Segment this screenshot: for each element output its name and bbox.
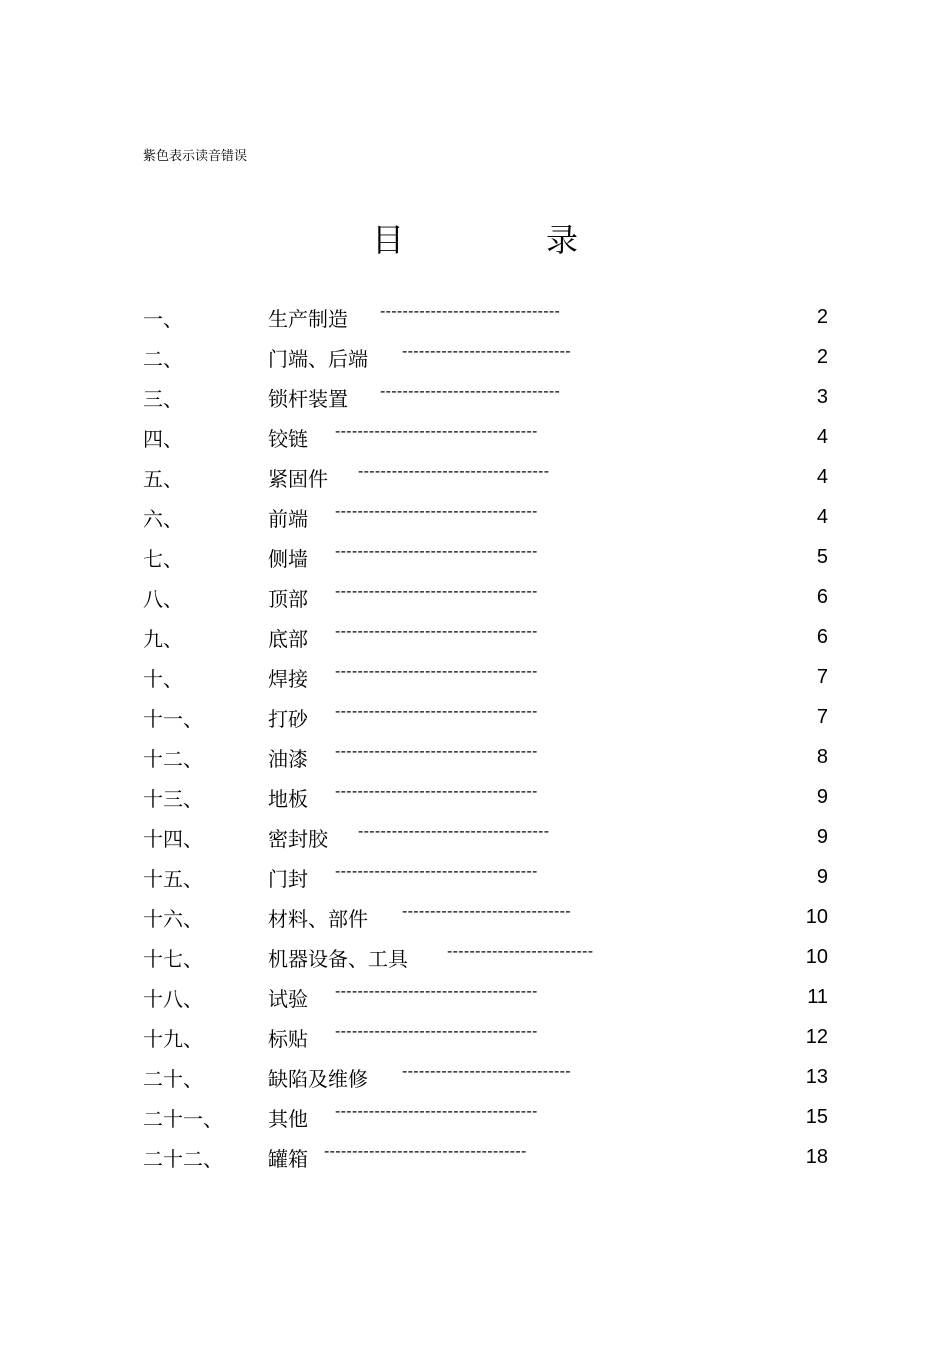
toc-entry-label: 焊接 [268, 667, 308, 691]
toc-entry[interactable] [0, 1103, 950, 1143]
toc-entry-label: 密封胶 [268, 827, 328, 851]
toc-leader-dashes: ------------------------------ [402, 343, 571, 360]
toc-page-number: 5 [816, 546, 828, 568]
toc-entry[interactable] [0, 983, 950, 1023]
toc-page-number: 10 [805, 906, 828, 928]
toc-leader-dashes: ------------------------------------ [335, 863, 538, 880]
toc-entry-label: 地板 [268, 787, 308, 811]
toc-entry-label: 缺陷及维修 [268, 1067, 368, 1091]
toc-leader-dashes: ---------------------------------- [358, 463, 550, 480]
toc-entry[interactable] [0, 543, 950, 583]
toc-entry[interactable] [0, 503, 950, 543]
toc-entry-number: 十九、 [143, 1027, 203, 1051]
toc-entry[interactable] [0, 663, 950, 703]
toc-leader-dashes: ------------------------------------ [335, 503, 538, 520]
toc-leader-dashes: ------------------------------------ [324, 1143, 527, 1160]
toc-entry-number: 二十一、 [143, 1107, 223, 1131]
toc-page-number: 6 [816, 626, 828, 648]
toc-entry[interactable] [0, 783, 950, 823]
toc-entry[interactable] [0, 383, 950, 423]
toc-entry-label: 紧固件 [268, 467, 328, 491]
toc-entry-label: 机器设备、工具 [268, 947, 408, 971]
toc-entry-label: 罐箱 [268, 1147, 308, 1171]
toc-entry[interactable] [0, 743, 950, 783]
toc-entry[interactable] [0, 343, 950, 383]
toc-entry-number: 十四、 [143, 827, 203, 851]
toc-entry[interactable] [0, 903, 950, 943]
toc-entry-label: 底部 [268, 627, 308, 651]
toc-entry-number: 九、 [143, 627, 183, 651]
toc-entry-number: 二、 [143, 347, 183, 371]
toc-page-number: 12 [805, 1026, 828, 1048]
toc-page-number: 4 [816, 506, 828, 528]
purple-pronunciation-note: 紫色表示读音错误 [143, 149, 248, 164]
toc-leader-dashes: ------------------------------------ [335, 423, 538, 440]
toc-entry-number: 十一、 [143, 707, 203, 731]
toc-leader-dashes: -------------------------------- [380, 303, 561, 320]
toc-page-number: 11 [807, 986, 828, 1008]
toc-page-number: 18 [805, 1146, 828, 1168]
toc-entry-label: 油漆 [268, 747, 308, 771]
toc-entry-label: 铰链 [268, 427, 308, 451]
toc-entry[interactable] [0, 583, 950, 623]
toc-entry-label: 标贴 [268, 1027, 308, 1051]
toc-page-number: 10 [805, 946, 828, 968]
toc-entry-number: 五、 [143, 467, 183, 491]
toc-entry-label: 打砂 [268, 707, 308, 731]
toc-entry-number: 三、 [143, 387, 183, 411]
toc-leader-dashes: ------------------------------ [402, 1063, 571, 1080]
toc-entry[interactable] [0, 1023, 950, 1063]
toc-entry-label: 材料、部件 [268, 907, 368, 931]
toc-leader-dashes: ---------------------------------- [358, 823, 550, 840]
toc-page-number: 15 [805, 1106, 828, 1128]
toc-entry-number: 十五、 [143, 867, 203, 891]
toc-page-number: 9 [816, 826, 828, 848]
toc-entry-label: 其他 [268, 1107, 308, 1131]
toc-page-number: 4 [816, 426, 828, 448]
toc-entry-number: 十七、 [143, 947, 203, 971]
toc-entry[interactable] [0, 463, 950, 503]
toc-entry[interactable] [0, 703, 950, 743]
toc-entry[interactable] [0, 303, 950, 343]
toc-leader-dashes: -------------------------------- [380, 383, 561, 400]
toc-title-char-1: 目 [372, 221, 405, 259]
toc-page-number: 7 [816, 666, 828, 688]
toc-entry-label: 侧墙 [268, 547, 308, 571]
toc-entry-number: 十三、 [143, 787, 203, 811]
toc-page-number: 2 [816, 346, 828, 368]
toc-leader-dashes: ------------------------------------ [335, 1103, 538, 1120]
toc-leader-dashes: ------------------------------------ [335, 743, 538, 760]
toc-entry-number: 八、 [143, 587, 183, 611]
toc-entry[interactable] [0, 623, 950, 663]
toc-entry[interactable] [0, 943, 950, 983]
toc-entry-label: 前端 [268, 507, 308, 531]
toc-entry-number: 十二、 [143, 747, 203, 771]
toc-entry-number: 十八、 [143, 987, 203, 1011]
toc-page-number: 7 [816, 706, 828, 728]
toc-page-number: 6 [816, 586, 828, 608]
toc-entry-number: 二十二、 [143, 1147, 223, 1171]
toc-page-number: 3 [816, 386, 828, 408]
toc-page-number: 13 [805, 1066, 828, 1088]
toc-leader-dashes: -------------------------- [447, 943, 594, 960]
toc-leader-dashes: ------------------------------------ [335, 543, 538, 560]
toc-entry-number: 十、 [143, 667, 183, 691]
toc-page-number: 9 [816, 866, 828, 888]
toc-leader-dashes: ------------------------------------ [335, 623, 538, 640]
toc-entry-number: 六、 [143, 507, 183, 531]
toc-entry-number: 七、 [143, 547, 183, 571]
toc-leader-dashes: ------------------------------------ [335, 583, 538, 600]
toc-entry-number: 一、 [143, 307, 183, 331]
toc-entry-number: 二十、 [143, 1067, 203, 1091]
toc-entry-number: 四、 [143, 427, 183, 451]
toc-page-number: 8 [816, 746, 828, 768]
toc-entry[interactable] [0, 863, 950, 903]
toc-entry-label: 锁杆装置 [268, 387, 348, 411]
toc-leader-dashes: ------------------------------------ [335, 703, 538, 720]
toc-leader-dashes: ------------------------------------ [335, 663, 538, 680]
toc-entry[interactable] [0, 1063, 950, 1103]
toc-entry-label: 试验 [268, 987, 308, 1011]
toc-page-number: 4 [816, 466, 828, 488]
toc-entry-number: 十六、 [143, 907, 203, 931]
toc-entry[interactable] [0, 1143, 950, 1183]
toc-leader-dashes: ------------------------------------ [335, 783, 538, 800]
toc-entry-label: 顶部 [268, 587, 308, 611]
toc-page-number: 2 [816, 306, 828, 328]
toc-entry-label: 门封 [268, 867, 308, 891]
toc-leader-dashes: ------------------------------ [402, 903, 571, 920]
toc-entry-label: 生产制造 [268, 307, 348, 331]
toc-entry[interactable] [0, 823, 950, 863]
toc-entry-label: 门端、后端 [268, 347, 368, 371]
toc-leader-dashes: ------------------------------------ [335, 1023, 538, 1040]
toc-page-number: 9 [816, 786, 828, 808]
toc-leader-dashes: ------------------------------------ [335, 983, 538, 1000]
toc-title-char-2: 录 [546, 221, 579, 259]
toc-entry[interactable] [0, 423, 950, 463]
